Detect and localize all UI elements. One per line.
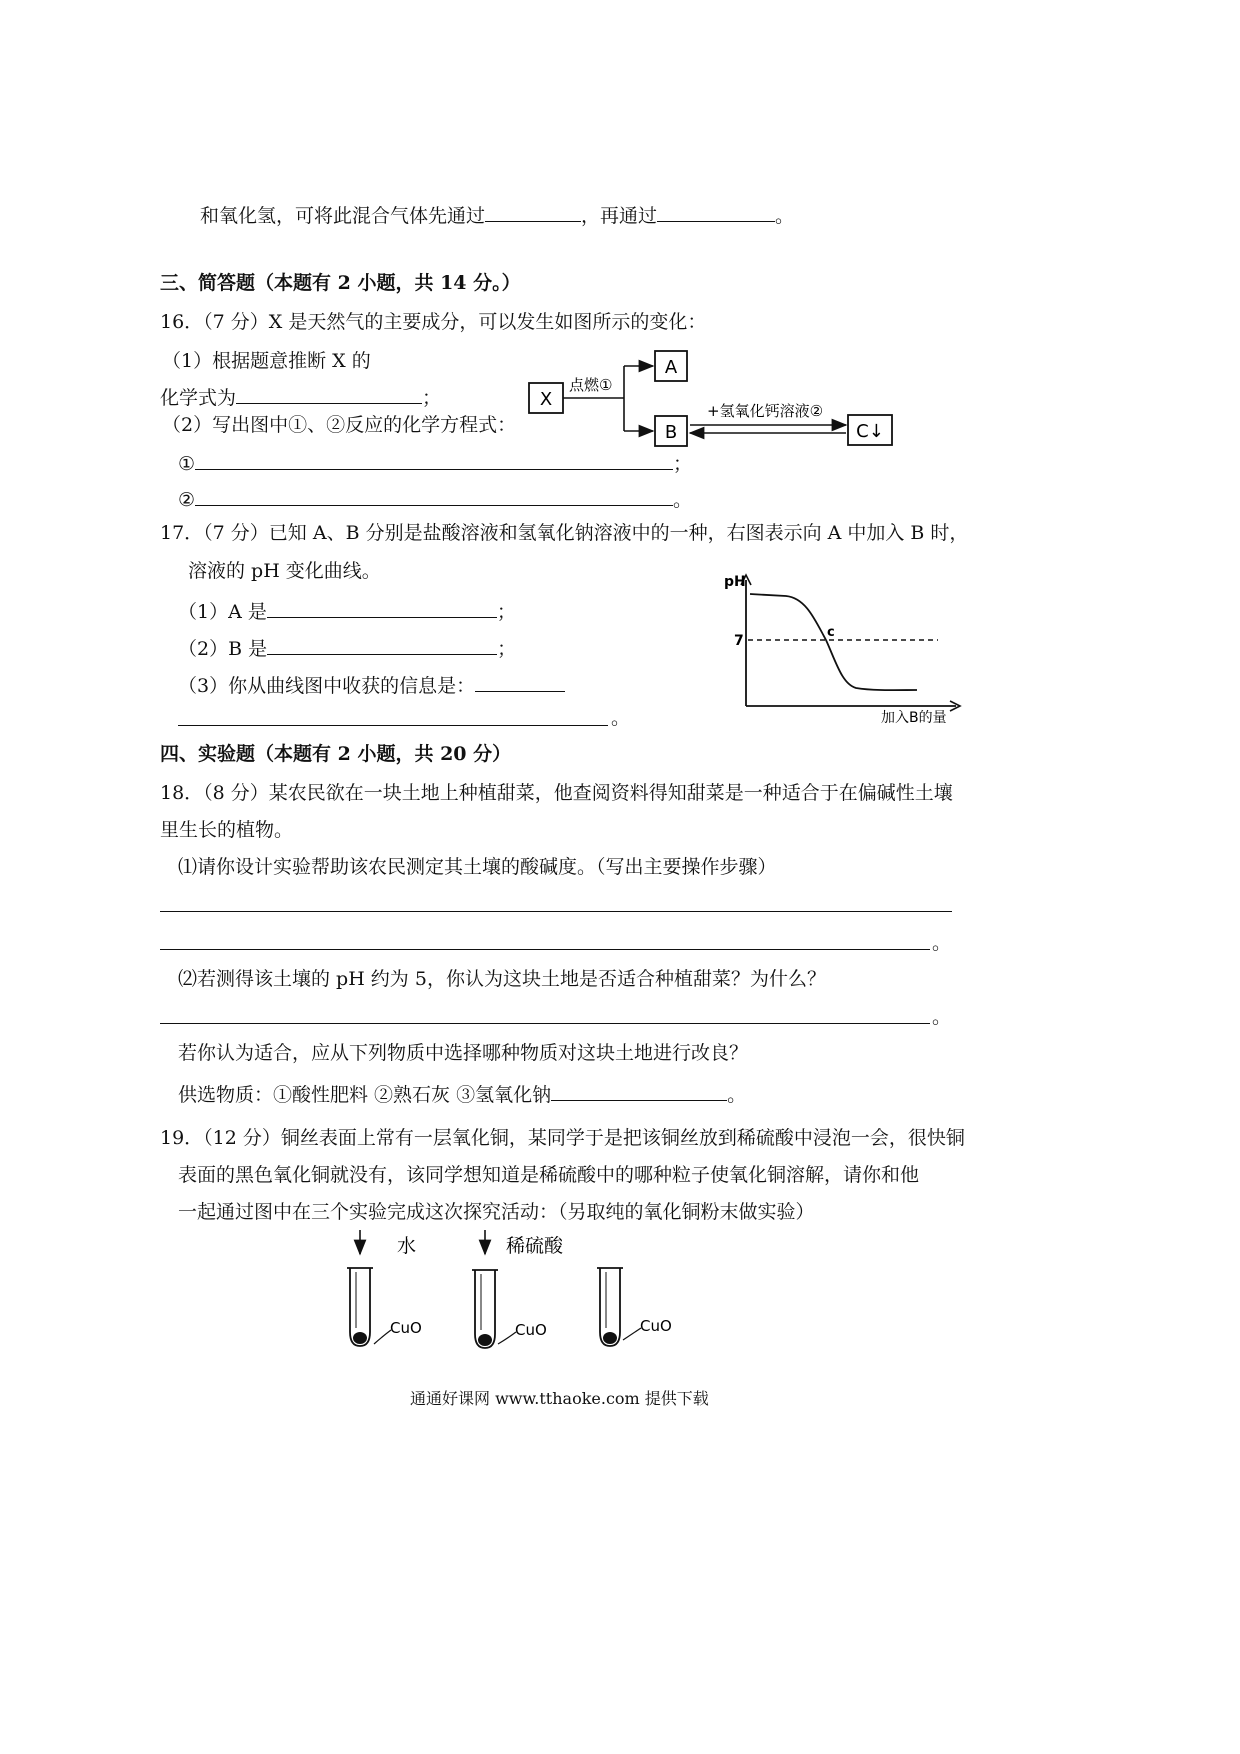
q15-tail-mid: ，再通过 (581, 205, 658, 227)
q17-stem: 17．（7 分）已知 A、B 分别是盐酸溶液和氢氧化钠溶液中的一种，右图表示向 A 中加入 B 时， (160, 522, 969, 544)
q17-part2-label: （2）B 是 (178, 638, 268, 660)
ph-x-label: 加入B的量 (881, 710, 947, 726)
cuo-label-2: CuO (515, 1321, 547, 1339)
q16-eq2 (178, 486, 692, 510)
q18-part3: 若你认为适合，应从下列物质中选择哪种物质对这块土地进行改良？ (178, 1042, 749, 1064)
q17-info-blank-2[interactable] (178, 725, 608, 726)
ph-y-label: pH (724, 574, 746, 590)
ph-y-axis-arrow (741, 575, 751, 585)
node-a-label: A (664, 357, 678, 378)
q15-answer-blank-1[interactable] (485, 202, 581, 222)
q18-part1: ⑴请你设计实验帮助该农民测定其土壤的酸碱度。（写出主要操作步骤） (178, 856, 777, 878)
q17-stem2: 溶液的 pH 变化曲线。 (188, 560, 381, 582)
q15-tail-text: 和氧化氢，可将此混合气体先通过 (200, 205, 486, 227)
q18-steps-line-2[interactable] (160, 949, 930, 950)
node-x-box (529, 383, 563, 413)
section3-heading: 三、简答题（本题有 2 小题，共 14 分。） (160, 272, 521, 294)
ph-curve (750, 594, 917, 690)
q16-part1-line2 (160, 384, 441, 408)
q18-options: 供选物质：①酸性肥料 ②熟石灰 ③氢氧化钠 (178, 1084, 552, 1106)
node-b-label: B (664, 422, 678, 443)
q18-part4-end: 。 (727, 1084, 747, 1106)
test-tube-1 (347, 1268, 422, 1346)
q19-stem: 19．（12 分）铜丝表面上常有一层氧化铜，某同学于是把该铜丝放到稀硫酸中浸泡一会，很快铜 (160, 1127, 965, 1149)
q17-part1-label: （1）A 是 (178, 601, 267, 623)
q17-info-blank-1[interactable] (475, 672, 565, 692)
q17-b-blank[interactable] (267, 635, 497, 655)
q18-reason-line[interactable] (160, 1023, 930, 1024)
q16-formula-label: 化学式为 (160, 387, 237, 409)
acid-label: 稀硫酸 (506, 1235, 564, 1257)
q19-stem3: 一起通过图中在三个实验完成这次探究活动：（另取纯的氧化铜粉末做实验） (178, 1201, 815, 1223)
q17-part3-label: （3）你从曲线图中收获的信息是： (178, 675, 476, 697)
q17-part2 (178, 635, 516, 659)
ph-point-c: c (827, 625, 835, 640)
q17-part1 (178, 598, 516, 622)
q16-eq1-end: ； (673, 453, 693, 475)
q16-eq1-mark: ① (178, 453, 196, 475)
section4-heading: 四、实验题（本题有 2 小题，共 20 分） (160, 743, 512, 765)
q16-stem: 16．（7 分）X 是天然气的主要成分，可以发生如图所示的变化： (160, 311, 707, 333)
test-tube-3 (597, 1268, 672, 1346)
node-x-label: X (539, 389, 553, 410)
q17-part3 (178, 672, 565, 696)
q17-part3-end: 。 (611, 707, 631, 729)
q18-part4 (178, 1081, 746, 1105)
q18-part2-end: 。 (932, 1006, 952, 1028)
q17-a-blank[interactable] (267, 598, 497, 618)
q18-part2: ⑵若测得该土壤的 pH 约为 5，你认为这块土地是否适合种植甜菜？为什么？ (178, 968, 826, 990)
q18-steps-line-1[interactable] (160, 911, 952, 912)
test-tube-2 (472, 1270, 547, 1348)
q15-tail-line (200, 202, 794, 226)
q17-part2-end: ； (497, 638, 517, 660)
q15-tail-end: 。 (775, 205, 795, 227)
calcium-hydroxide-label: +氢氧化钙溶液② (707, 402, 824, 420)
q19-stem2: 表面的黑色氧化铜就没有，该同学想知道是稀硫酸中的哪种粒子使氧化铜溶解，请你和他 (178, 1164, 920, 1186)
node-c-box (848, 415, 892, 445)
q15-answer-blank-2[interactable] (657, 202, 775, 222)
footer-text: 通通好课网 www.tthaoke.com 提供下载 (410, 1389, 709, 1408)
q16-eq1 (178, 450, 692, 474)
q16-eq2-blank[interactable] (195, 486, 673, 506)
q16-part1-line1: （1）根据题意推断 X 的 (162, 350, 371, 372)
ph-y-tick-7: 7 (734, 633, 744, 649)
q16-part2: （2）写出图中①、②反应的化学方程式： (162, 414, 517, 436)
node-c-label: C↓ (856, 421, 884, 442)
q18-part1-end: 。 (932, 932, 952, 954)
q18-choice-blank[interactable] (551, 1081, 727, 1101)
cuo-label-3: CuO (640, 1317, 672, 1335)
q16-formula-blank[interactable] (236, 384, 422, 404)
node-b-box (655, 416, 687, 446)
cuo-label-1: CuO (390, 1319, 422, 1337)
burn-label: 点燃① (569, 376, 613, 394)
q16-eq1-blank[interactable] (195, 450, 673, 470)
q18-stem: 18．（8 分）某农民欲在一块土地上种植甜菜，他查阅资料得知甜菜是一种适合于在偏碱性土壤 (160, 782, 953, 804)
q16-eq2-end: 。 (673, 489, 693, 511)
q18-stem2: 里生长的植物。 (160, 819, 294, 841)
ph-x-axis-arrow (950, 701, 960, 711)
q17-part1-end: ； (496, 601, 516, 623)
q16-formula-end: ； (422, 387, 442, 409)
water-label: 水 (397, 1235, 417, 1257)
node-a-box (655, 351, 687, 381)
q16-eq2-mark: ② (178, 489, 196, 511)
